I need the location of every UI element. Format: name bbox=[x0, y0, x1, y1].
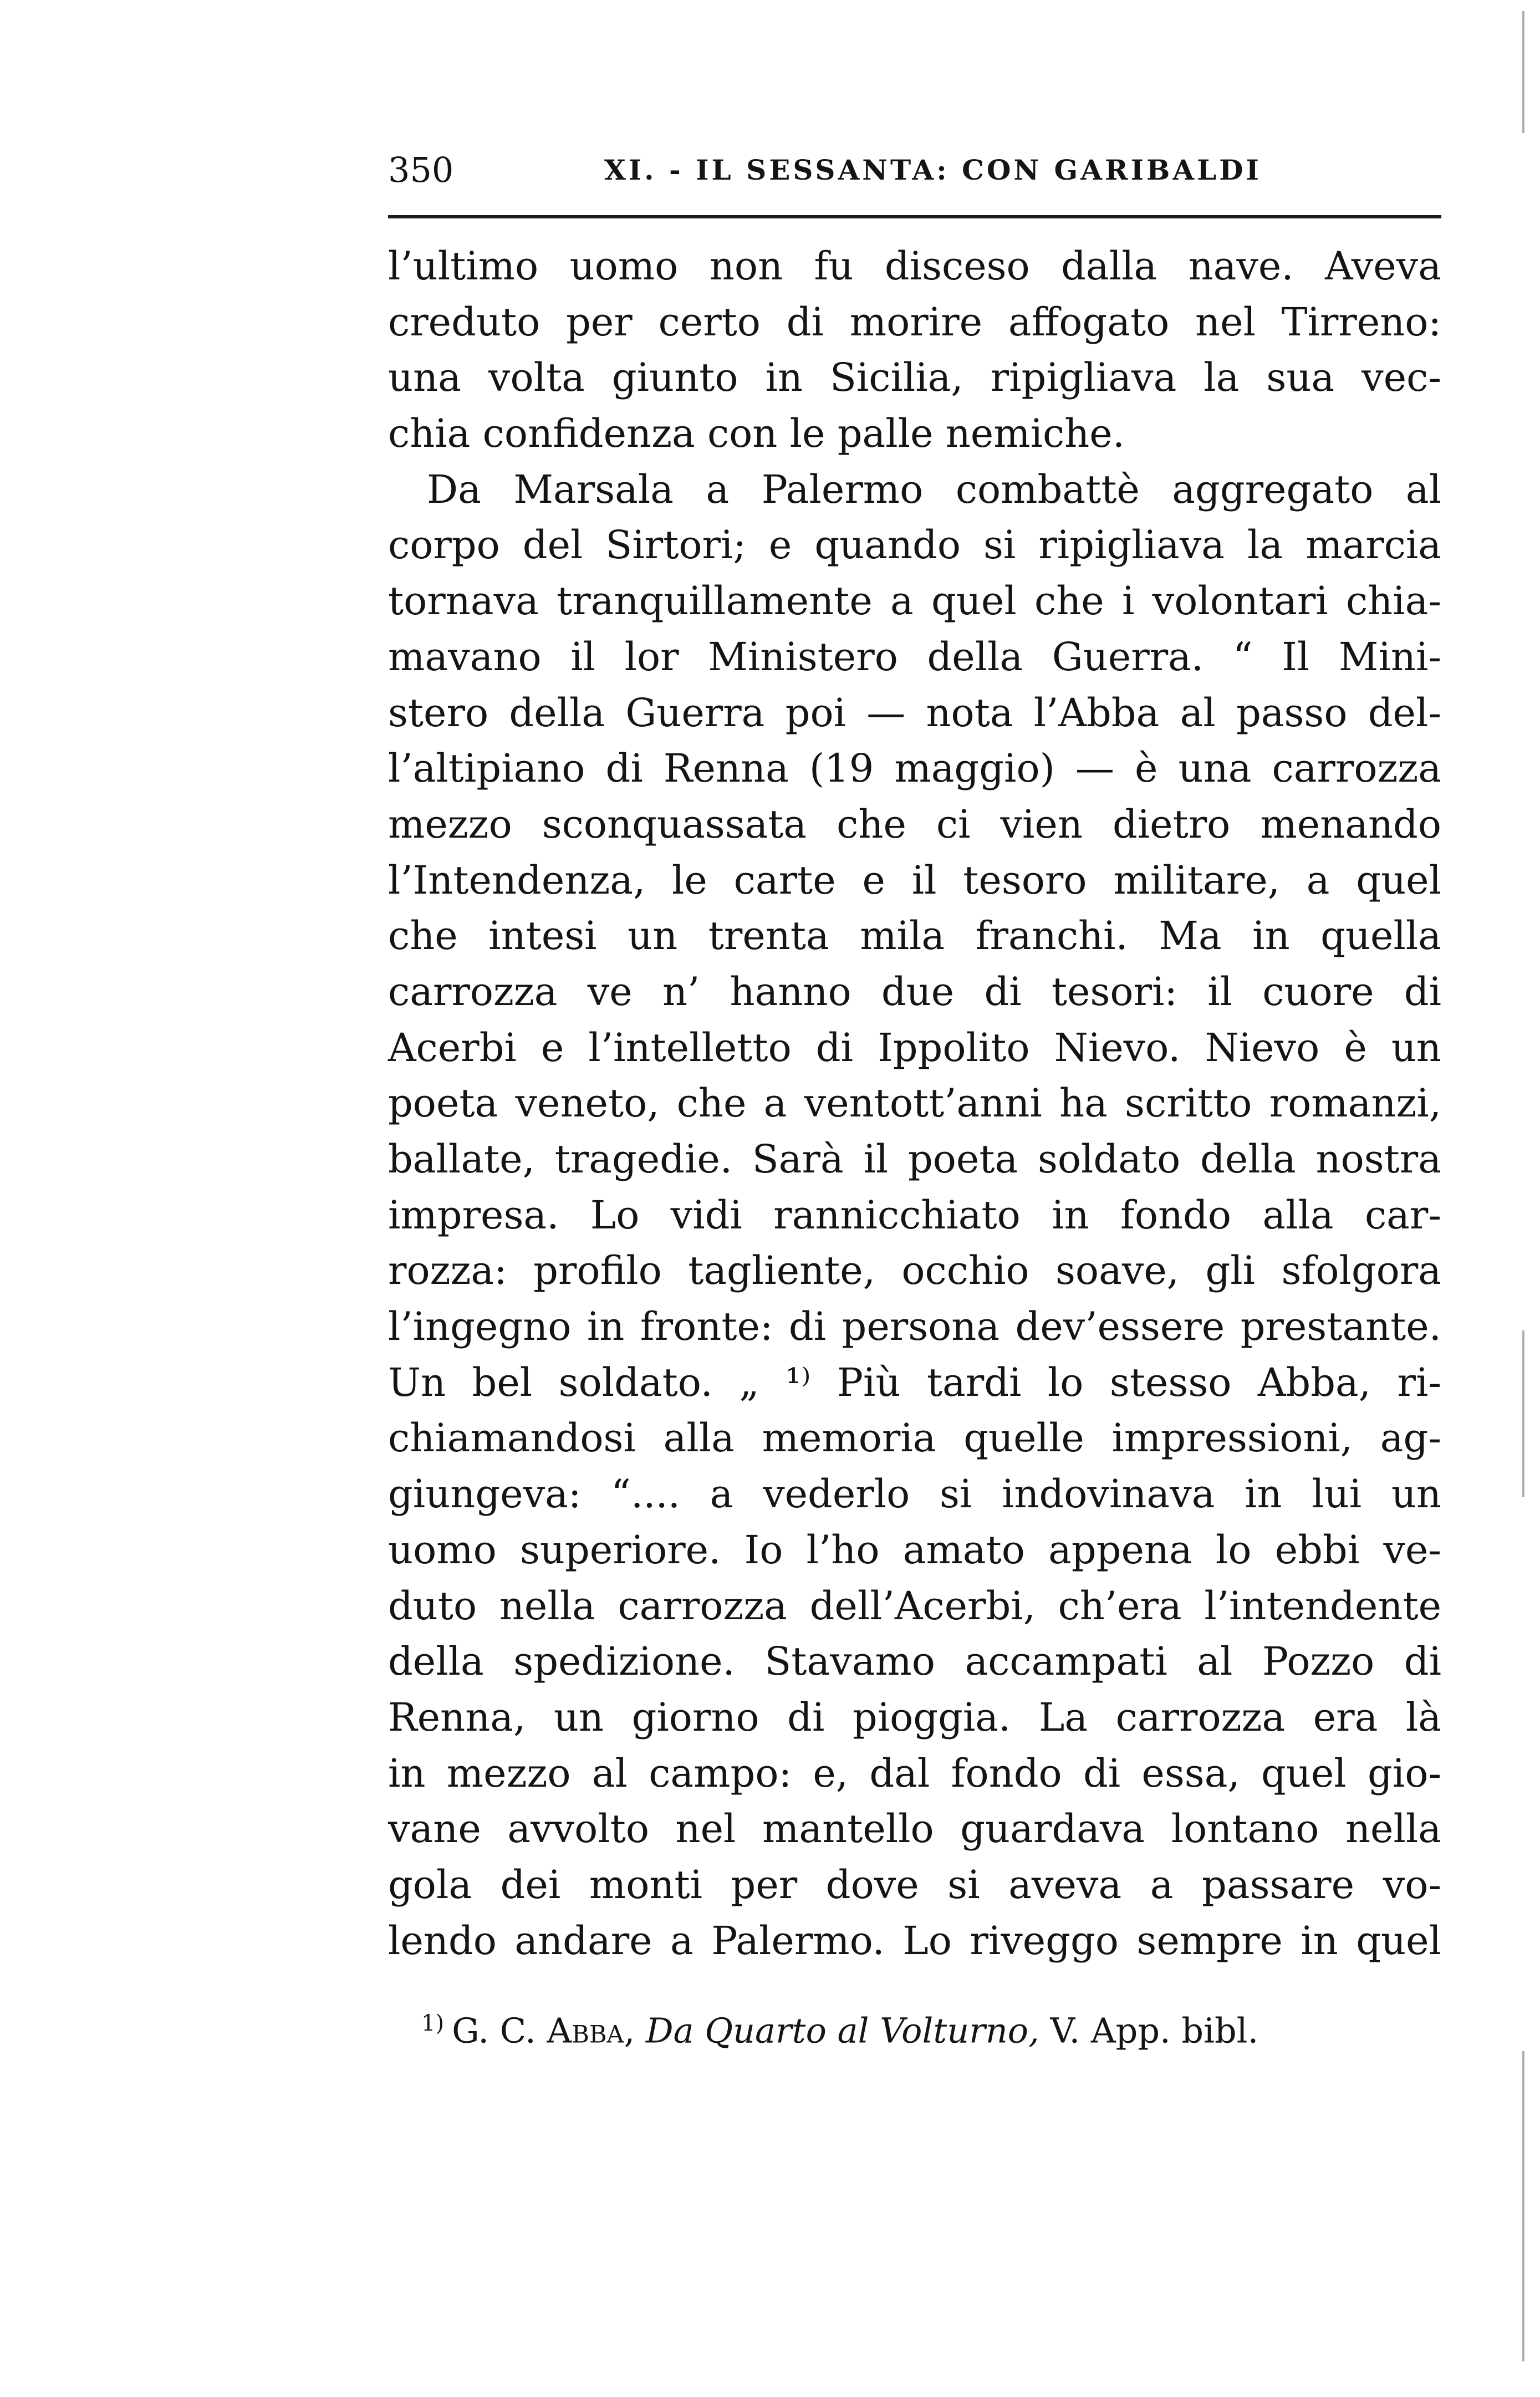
text-line: in mezzo al campo: e, dal fondo di essa, quel gio- bbox=[388, 1750, 1441, 1796]
footnote-author: G. C. Abba, bbox=[452, 2010, 635, 2051]
text-line: uomo superiore. Io l’ho amato appena lo ebbi ve- bbox=[388, 1527, 1441, 1573]
running-head: XI. - IL SESSANTA: CON GARIBALDI bbox=[604, 154, 1262, 186]
text-line: poeta veneto, che a ventott’anni ha scritto romanzi, bbox=[388, 1080, 1441, 1126]
text-line: Da Marsala a Palermo combattè aggregato al bbox=[427, 466, 1441, 512]
scan-edge-mark bbox=[1522, 2051, 1524, 2362]
text-line: mavano il lor Ministero della Guerra. “ Il Mini- bbox=[388, 634, 1441, 680]
text-line: carrozza ve n’ hanno due di tesori: il cuore di bbox=[388, 968, 1441, 1014]
body-text bbox=[388, 238, 1441, 1968]
text-line: una volta giunto in Sicilia, ripigliava la sua vec- bbox=[388, 355, 1441, 401]
text-line: Renna, un giorno di pioggia. La carrozza era là bbox=[388, 1694, 1441, 1740]
text-line: gola dei monti per dove si aveva a passare vo- bbox=[388, 1862, 1441, 1908]
text-line: l’Intendenza, le carte e il tesoro militare, a quel bbox=[388, 857, 1441, 903]
text-line: l’ultimo uomo non fu disceso dalla nave. Aveva bbox=[388, 243, 1441, 289]
text-line: vane avvolto nel mantello guardava lontano nella bbox=[388, 1806, 1441, 1852]
footnote-reference: V. App. bibl. bbox=[1050, 2010, 1259, 2051]
text-line: chia confidenza con le palle nemiche. bbox=[388, 411, 1125, 457]
text-line: duto nella carrozza dell’Acerbi, ch’era l’intendente bbox=[388, 1583, 1441, 1629]
text-line: rozza: profilo tagliente, occhio soave, gli sfolgora bbox=[388, 1248, 1441, 1294]
text-line: l’altipiano di Renna (19 maggio) — è una carrozza bbox=[388, 746, 1441, 792]
text-line: chiamandosi alla memoria quelle impressioni, ag- bbox=[388, 1415, 1441, 1461]
footnote-title: Da Quarto al Volturno, bbox=[645, 2010, 1039, 2051]
text-line: giungeva: “.... a vederlo si indovinava in lui un bbox=[388, 1471, 1441, 1517]
footnote bbox=[421, 1996, 1441, 2051]
scan-edge-mark bbox=[1522, 1330, 1524, 1497]
page-number: 350 bbox=[388, 150, 454, 190]
text-line: ballate, tragedie. Sarà il poeta soldato della nostra bbox=[388, 1136, 1441, 1182]
text-line: l’ingegno in fronte: di persona dev’essere prestante. bbox=[388, 1304, 1441, 1350]
text-line: tornava tranquillamente a quel che i volontari chia- bbox=[388, 578, 1441, 624]
text-line: lendo andare a Palermo. Lo riveggo sempre in quel bbox=[388, 1917, 1441, 1964]
footnote-marker: 1) bbox=[421, 2011, 445, 2036]
text-line: che intesi un trenta mila franchi. Ma in quella bbox=[388, 913, 1441, 959]
scan-edge-mark bbox=[1522, 11, 1524, 133]
text-line: stero della Guerra poi — nota l’Abba al passo del- bbox=[388, 690, 1441, 736]
text-line: della spedizione. Stavamo accampati al Pozzo di bbox=[388, 1639, 1441, 1685]
header-rule bbox=[388, 215, 1441, 218]
text-line: Acerbi e l’intelletto di Ippolito Nievo. Nievo è un bbox=[388, 1024, 1441, 1070]
text-line: mezzo sconquassata che ci vien dietro menando bbox=[388, 801, 1441, 847]
text-line: impresa. Lo vidi rannicchiato in fondo alla car- bbox=[388, 1192, 1441, 1238]
text-line: corpo del Sirtori; e quando si ripigliava la marcia bbox=[388, 522, 1441, 568]
page-header bbox=[388, 145, 1441, 195]
text-line: creduto per certo di morire affogato nel Tirreno: bbox=[388, 299, 1441, 345]
text-line: Un bel soldato. „ ¹⁾ Più tardi lo stesso Abba, ri- bbox=[388, 1359, 1441, 1405]
